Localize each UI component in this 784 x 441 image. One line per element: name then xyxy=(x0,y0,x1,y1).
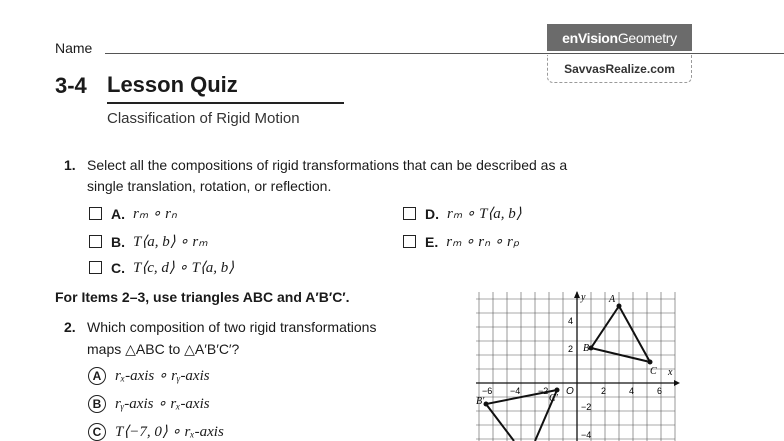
triangle-abc xyxy=(591,306,650,362)
origin-label: O xyxy=(566,386,574,397)
choice-expression: rᵧ-axis ∘ rₓ-axis xyxy=(115,396,210,412)
choice-a[interactable] xyxy=(88,366,210,385)
question-1-number: 1. xyxy=(64,157,76,173)
choice-expression: T⟨−7, 0⟩ ∘ rₓ-axis xyxy=(115,424,224,440)
y-axis-arrow xyxy=(574,291,580,298)
option-c-checkbox[interactable] xyxy=(89,261,102,274)
question-2-text-line2: maps △ABC to △A′B′C′? xyxy=(87,341,240,357)
option-c[interactable] xyxy=(89,258,234,277)
question-1-text-line1: Select all the compositions of rigid transformations that can be described as a xyxy=(87,157,568,173)
option-d[interactable] xyxy=(403,204,522,223)
x-tick-label: 4 xyxy=(629,386,635,396)
option-letter: C. xyxy=(111,259,125,276)
x-axis-arrow xyxy=(674,380,680,386)
title-rule xyxy=(107,102,344,104)
choice-b[interactable] xyxy=(88,394,210,413)
x-tick-label: −4 xyxy=(510,386,521,396)
page-title: Lesson Quiz xyxy=(107,72,238,97)
option-letter: E. xyxy=(425,233,439,250)
x-tick-label: −2 xyxy=(538,386,549,396)
x-axis-label: x xyxy=(668,367,673,378)
lesson-number: 3-4 xyxy=(55,73,87,98)
option-e[interactable] xyxy=(403,232,519,251)
question-1-text-line2: single translation, rotation, or reflection. xyxy=(87,178,332,194)
x-tick-label: −6 xyxy=(482,386,493,396)
option-a[interactable] xyxy=(89,204,177,223)
choice-c-bubble[interactable]: C xyxy=(88,423,106,441)
option-letter: A. xyxy=(111,205,125,222)
site-badge: SavvasRealize.com xyxy=(547,55,692,83)
x-tick-label: 6 xyxy=(657,386,663,396)
choice-expression: rₓ-axis ∘ rᵧ-axis xyxy=(115,368,210,384)
point-b xyxy=(589,346,594,351)
name-line xyxy=(105,53,784,54)
label-c: C xyxy=(650,366,657,377)
y-tick-label: 4 xyxy=(568,316,574,326)
option-expression: T⟨c, d⟩ ∘ T⟨a, b⟩ xyxy=(133,260,235,276)
option-expression: T⟨a, b⟩ ∘ rₘ xyxy=(133,234,208,250)
choice-b-bubble[interactable]: B xyxy=(88,395,106,413)
brand-logo xyxy=(547,24,692,51)
y-tick-label: −2 xyxy=(581,402,592,412)
option-b[interactable] xyxy=(89,232,208,251)
brand-suffix: Geometry xyxy=(617,29,677,46)
question-2-number: 2. xyxy=(64,319,76,335)
y-axis-label: y xyxy=(581,292,586,303)
page-subtitle: Classification of Rigid Motion xyxy=(107,110,300,127)
option-expression: rₘ ∘ rₙ xyxy=(133,206,177,222)
choice-c[interactable] xyxy=(88,422,224,441)
label-c-prime: C′ xyxy=(549,393,558,404)
option-d-checkbox[interactable] xyxy=(403,207,416,220)
option-letter: B. xyxy=(111,233,125,250)
label-b-prime: B′ xyxy=(476,396,485,407)
choice-a-bubble[interactable]: A xyxy=(88,367,106,385)
coordinate-graph xyxy=(474,290,684,441)
brand-prefix: enVision xyxy=(562,29,618,46)
x-tick-label: 2 xyxy=(601,386,607,396)
name-label: Name xyxy=(55,40,93,56)
option-a-checkbox[interactable] xyxy=(89,207,102,220)
triangle-a-prime-b-prime-c-prime xyxy=(486,390,557,441)
y-tick-label: −4 xyxy=(581,430,592,440)
label-a: A xyxy=(609,294,616,305)
point-a xyxy=(617,304,622,309)
label-b: B xyxy=(583,343,590,354)
option-b-checkbox[interactable] xyxy=(89,235,102,248)
items-instruction: For Items 2–3, use triangles ABC and A′B′C′. xyxy=(55,289,350,305)
y-tick-label: 2 xyxy=(568,344,574,354)
option-expression: rₘ ∘ rₙ ∘ rₚ xyxy=(446,234,520,250)
graph-grid xyxy=(476,292,675,441)
option-letter: D. xyxy=(425,205,439,222)
point-c-prime xyxy=(555,388,560,393)
question-2-text-line1: Which composition of two rigid transformations xyxy=(87,319,377,335)
option-expression: rₘ ∘ T⟨a, b⟩ xyxy=(447,206,522,222)
option-e-checkbox[interactable] xyxy=(403,235,416,248)
point-c xyxy=(648,360,653,365)
